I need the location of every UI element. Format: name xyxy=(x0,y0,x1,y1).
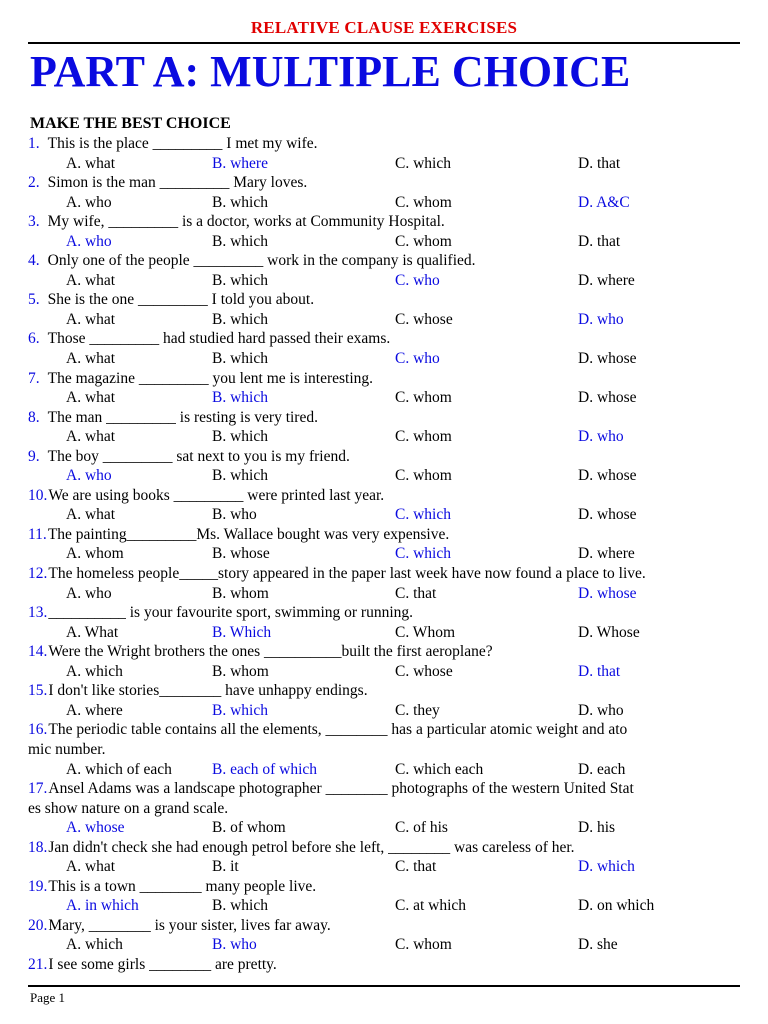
question-number: 8. xyxy=(28,408,40,426)
answer-options xyxy=(28,505,740,525)
option-b: B. whose xyxy=(212,545,270,563)
question-item xyxy=(28,525,740,564)
question-text: Were the Wright brothers the ones __________built the first aeroplane? xyxy=(48,643,493,661)
document-header: RELATIVE CLAUSE EXERCISES xyxy=(250,18,518,37)
option-d: D. each xyxy=(578,760,626,778)
question-stem-continued xyxy=(28,740,740,760)
option-d: D. where xyxy=(578,271,635,289)
question-text: The boy _________ sat next to you is my friend. xyxy=(47,447,350,465)
question-number: 2. xyxy=(28,174,40,192)
question-text: This is a town ________ many people live. xyxy=(48,877,317,895)
question-item xyxy=(28,290,740,329)
answer-options xyxy=(28,701,740,721)
option-a: A. which xyxy=(66,936,123,954)
option-c-correct: C. who xyxy=(395,350,440,368)
option-a: A. What xyxy=(66,623,119,641)
answer-options xyxy=(28,760,740,780)
option-a: A. whom xyxy=(66,545,124,563)
option-a: A. which xyxy=(66,662,123,680)
option-c: C. of his xyxy=(395,819,448,837)
option-d: D. his xyxy=(578,819,616,837)
question-text: We are using books _________ were printed last year. xyxy=(48,486,385,504)
option-d-correct: D. A&C xyxy=(578,193,630,211)
option-d-correct: D. who xyxy=(578,428,624,446)
option-c: C. whom xyxy=(395,389,452,407)
option-c: C. which xyxy=(395,154,451,172)
question-text: The homeless people_____story appeared in the paper last week have now found a place to live. xyxy=(48,565,646,583)
question-text: Jan didn't check she had enough petrol before she left, ________ was careless of her. xyxy=(48,838,575,856)
option-c: C. whom xyxy=(395,936,452,954)
page-footer: Page 1 xyxy=(30,990,66,1005)
question-number: 18. xyxy=(28,838,48,856)
option-b-correct: B. each of which xyxy=(212,760,318,778)
option-a: A. which of each xyxy=(66,760,172,778)
question-number: 11. xyxy=(28,525,47,543)
question-stem xyxy=(28,720,740,740)
option-b-correct: B. where xyxy=(212,154,268,172)
question-number: 17. xyxy=(28,780,48,798)
question-number: 9. xyxy=(28,447,40,465)
option-b: B. which xyxy=(212,310,268,328)
answer-options xyxy=(28,544,740,564)
answer-options xyxy=(28,818,740,838)
question-text: Simon is the man _________ Mary loves. xyxy=(47,174,308,192)
option-d: D. she xyxy=(578,936,618,954)
question-stem xyxy=(28,838,740,858)
question-stem xyxy=(28,681,740,701)
option-b: B. whom xyxy=(212,662,269,680)
option-b: B. of whom xyxy=(212,819,286,837)
answer-options xyxy=(28,154,740,174)
option-d-correct: D. whose xyxy=(578,584,637,602)
option-d: D. on which xyxy=(578,897,655,915)
option-d: D. whose xyxy=(578,350,637,368)
option-d: D. whose xyxy=(578,389,637,407)
option-d-correct: D. that xyxy=(578,662,621,680)
question-item xyxy=(28,779,740,838)
option-a: A. who xyxy=(66,584,112,602)
option-c: C. whom xyxy=(395,428,452,446)
question-stem xyxy=(28,408,740,428)
answer-options xyxy=(28,896,740,916)
option-c: C. whose xyxy=(395,662,453,680)
answer-options xyxy=(28,857,740,877)
option-c: C. Whom xyxy=(395,623,455,641)
question-stem xyxy=(28,173,740,193)
option-a-correct: A. in which xyxy=(66,897,139,915)
question-list xyxy=(28,134,740,975)
question-stem xyxy=(28,877,740,897)
option-a: A. where xyxy=(66,701,123,719)
answer-options xyxy=(28,935,740,955)
question-text: mic number. xyxy=(28,740,106,758)
question-stem xyxy=(28,290,740,310)
question-number: 14. xyxy=(28,643,48,661)
question-text: The periodic table contains all the elements, ________ has a particular atomic weight and ato xyxy=(48,721,628,739)
option-d-correct: D. which xyxy=(578,858,635,876)
question-number: 19. xyxy=(28,877,48,895)
question-item xyxy=(28,681,740,720)
option-b-correct: B. Which xyxy=(212,623,272,641)
question-number: 6. xyxy=(28,330,40,348)
option-a: A. what xyxy=(66,271,116,289)
option-b: B. which xyxy=(212,271,268,289)
option-c: C. whom xyxy=(395,467,452,485)
answer-options xyxy=(28,310,740,330)
question-text: I see some girls ________ are pretty. xyxy=(48,955,277,973)
question-number: 4. xyxy=(28,252,40,270)
question-item xyxy=(28,838,740,877)
option-c: C. that xyxy=(395,584,437,602)
option-c: C. whose xyxy=(395,310,453,328)
question-stem xyxy=(28,525,740,545)
option-a-correct: A. who xyxy=(66,467,112,485)
question-item xyxy=(28,212,740,251)
question-stem xyxy=(28,955,740,975)
option-d: D. where xyxy=(578,545,635,563)
option-d: D. whose xyxy=(578,467,637,485)
option-b: B. which xyxy=(212,350,268,368)
option-b: B. whom xyxy=(212,584,269,602)
answer-options xyxy=(28,349,740,369)
option-c: C. whom xyxy=(395,193,452,211)
question-text: __________ is your favourite sport, swimming or running. xyxy=(48,604,414,622)
question-stem xyxy=(28,447,740,467)
question-item xyxy=(28,329,740,368)
question-stem xyxy=(28,603,740,623)
option-c: C. they xyxy=(395,701,440,719)
question-stem xyxy=(28,369,740,389)
option-c-correct: C. which xyxy=(395,545,451,563)
question-text: es show nature on a grand scale. xyxy=(28,799,229,817)
question-item xyxy=(28,369,740,408)
question-text: Ansel Adams was a landscape photographer ________ photographs of the western United Stat xyxy=(48,780,634,798)
answer-options xyxy=(28,271,740,291)
part-title: PART A: MULTIPLE CHOICE xyxy=(30,47,631,96)
option-a-correct: A. whose xyxy=(66,819,125,837)
question-stem xyxy=(28,486,740,506)
option-b: B. which xyxy=(212,232,268,250)
question-item xyxy=(28,173,740,212)
answer-options xyxy=(28,466,740,486)
answer-options xyxy=(28,232,740,252)
question-item xyxy=(28,955,740,975)
option-d: D. that xyxy=(578,232,621,250)
answer-options xyxy=(28,193,740,213)
option-d: D. whose xyxy=(578,506,637,524)
question-item xyxy=(28,486,740,525)
question-stem xyxy=(28,212,740,232)
option-a: A. what xyxy=(66,154,116,172)
option-a: A. who xyxy=(66,193,112,211)
answer-options xyxy=(28,388,740,408)
question-item xyxy=(28,134,740,173)
question-text: Only one of the people _________ work in the company is qualified. xyxy=(47,252,476,270)
question-item xyxy=(28,251,740,290)
question-number: 15. xyxy=(28,682,48,700)
option-d: D. that xyxy=(578,154,621,172)
top-rule xyxy=(28,42,740,44)
question-item xyxy=(28,603,740,642)
question-number: 3. xyxy=(28,213,40,231)
option-b: B. which xyxy=(212,467,268,485)
option-b: B. which xyxy=(212,193,268,211)
answer-options xyxy=(28,623,740,643)
answer-options xyxy=(28,427,740,447)
question-text: The painting_________Ms. Wallace bought was very expensive. xyxy=(47,525,450,543)
option-c-correct: C. who xyxy=(395,271,440,289)
option-b: B. which xyxy=(212,897,268,915)
question-item xyxy=(28,720,740,779)
question-number: 16. xyxy=(28,721,48,739)
option-b-correct: B. which xyxy=(212,701,268,719)
question-item xyxy=(28,564,740,603)
option-a: A. what xyxy=(66,506,116,524)
question-text: This is the place _________ I met my wife. xyxy=(47,135,318,152)
question-item xyxy=(28,877,740,916)
option-c-correct: C. which xyxy=(395,506,451,524)
question-number: 13. xyxy=(28,604,48,622)
question-text: The magazine _________ you lent me is interesting. xyxy=(47,369,374,387)
instruction: MAKE THE BEST CHOICE xyxy=(30,115,231,132)
question-item xyxy=(28,447,740,486)
answer-options xyxy=(28,584,740,604)
answer-options xyxy=(28,662,740,682)
option-d: D. Whose xyxy=(578,623,640,641)
bottom-rule xyxy=(28,985,740,987)
option-d: D. who xyxy=(578,701,624,719)
option-a: A. what xyxy=(66,428,116,446)
option-a: A. what xyxy=(66,350,116,368)
question-stem xyxy=(28,134,740,154)
question-stem xyxy=(28,642,740,662)
option-b: B. which xyxy=(212,428,268,446)
question-text: I don't like stories________ have unhappy endings. xyxy=(48,682,368,700)
question-text: My wife, _________ is a doctor, works at Community Hospital. xyxy=(47,213,445,231)
question-number: 10. xyxy=(28,486,48,504)
question-text: Those _________ had studied hard passed their exams. xyxy=(47,330,391,348)
question-stem-continued xyxy=(28,799,740,819)
option-b-correct: B. which xyxy=(212,389,268,407)
option-d-correct: D. who xyxy=(578,310,624,328)
option-b-correct: B. who xyxy=(212,936,257,954)
option-a: A. what xyxy=(66,858,116,876)
option-b: B. who xyxy=(212,506,257,524)
option-c: C. that xyxy=(395,858,437,876)
question-stem xyxy=(28,779,740,799)
question-number: 21. xyxy=(28,955,48,973)
question-text: The man _________ is resting is very tired. xyxy=(47,408,318,426)
question-stem xyxy=(28,329,740,349)
option-c: C. whom xyxy=(395,232,452,250)
option-a-correct: A. who xyxy=(66,232,112,250)
question-number: 20. xyxy=(28,916,48,934)
option-a: A. what xyxy=(66,389,116,407)
question-item xyxy=(28,916,740,955)
option-c: C. which each xyxy=(395,760,484,778)
question-number: 1. xyxy=(28,135,40,152)
question-number: 7. xyxy=(28,369,40,387)
question-stem xyxy=(28,916,740,936)
question-item xyxy=(28,408,740,447)
question-item xyxy=(28,642,740,681)
question-number: 12. xyxy=(28,565,48,583)
option-b: B. it xyxy=(212,858,239,876)
question-text: She is the one _________ I told you about. xyxy=(47,291,315,309)
question-stem xyxy=(28,251,740,271)
option-c: C. at which xyxy=(395,897,467,915)
question-number: 5. xyxy=(28,291,40,309)
option-a: A. what xyxy=(66,310,116,328)
question-stem xyxy=(28,564,740,584)
question-text: Mary, ________ is your sister, lives far away. xyxy=(48,916,331,934)
